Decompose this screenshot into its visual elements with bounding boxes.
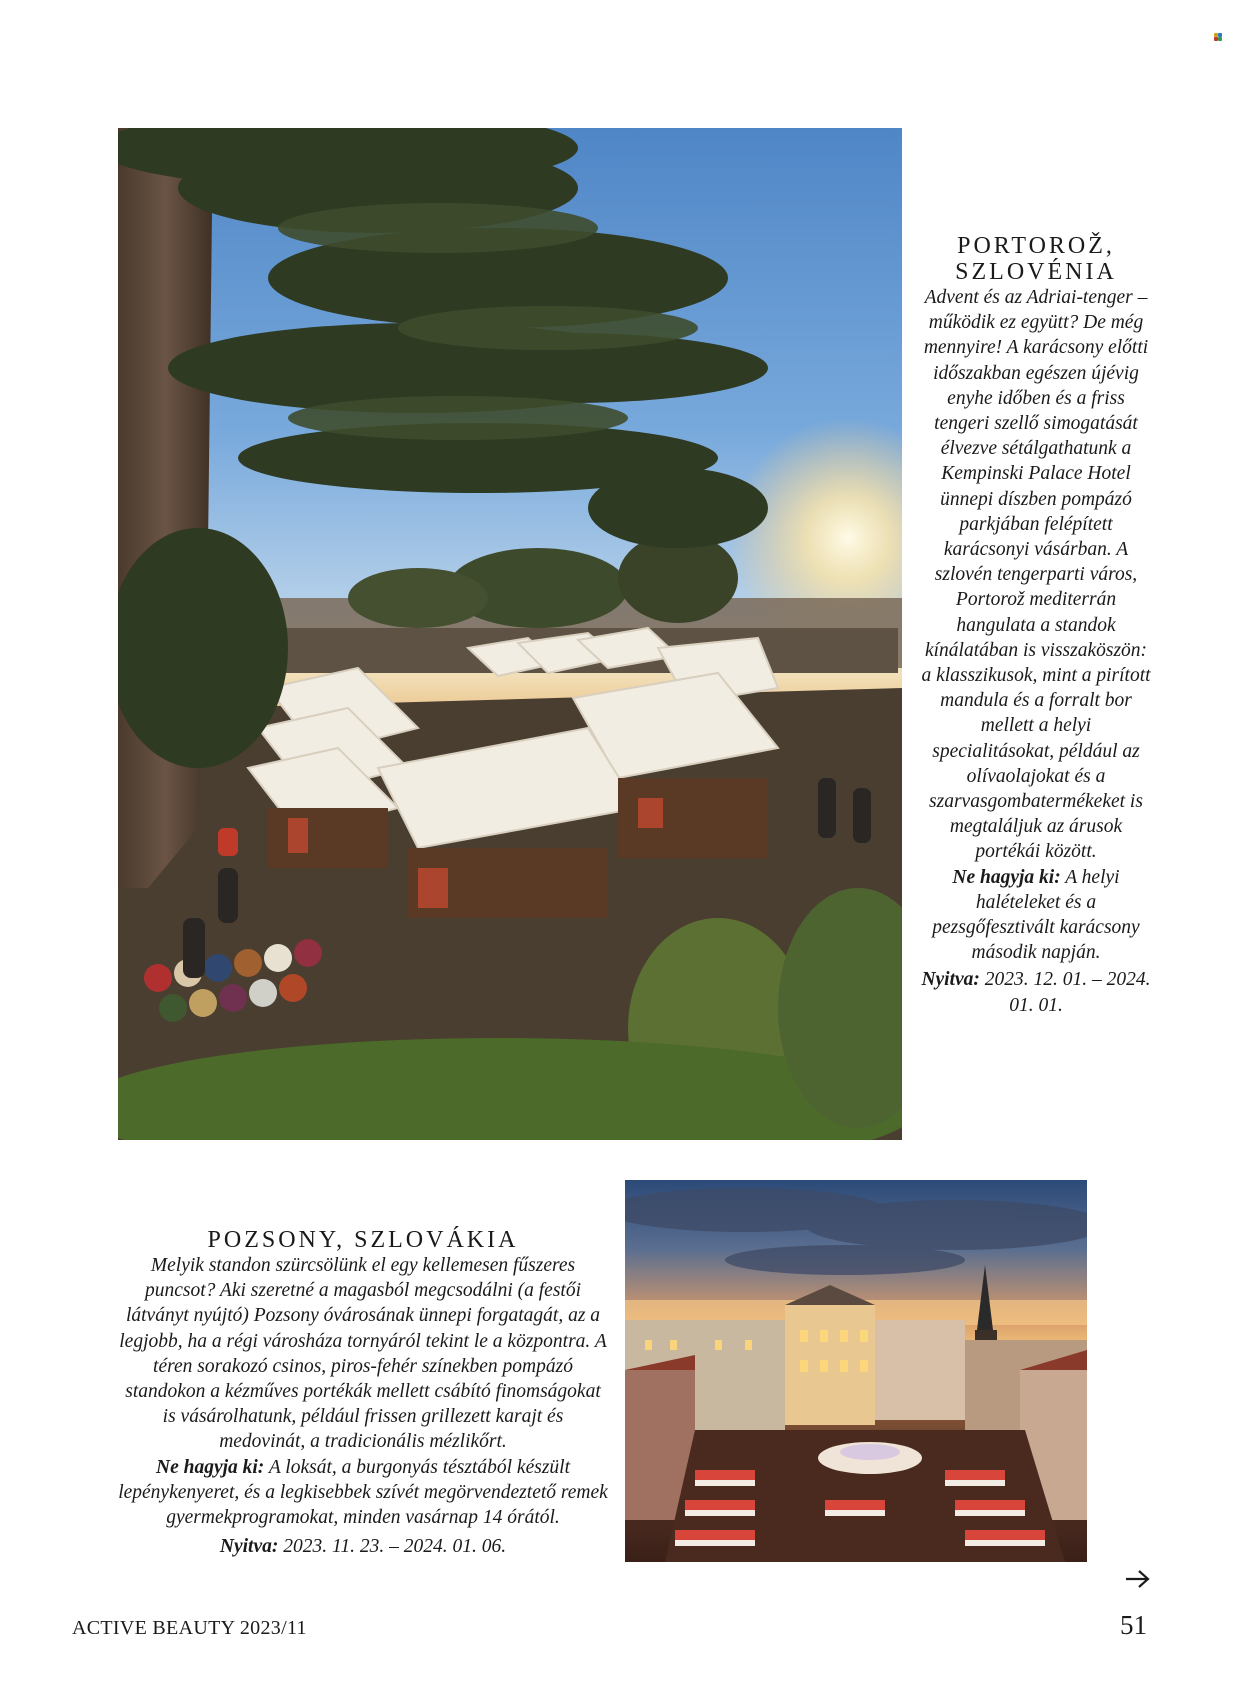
pozsony-tip-text: A loksát, a burgonyás tésztából készült lepénykenyeret, és a legkisebbek szívét megörvendeztető remek gyermekprogramokat, minden vasárnap 14 órától. [118,1456,608,1529]
portoroz-tip [920,865,1152,966]
portoroz-title [920,233,1152,285]
portoroz-article [920,233,1152,1018]
pozsony-opening [118,1534,608,1559]
magazine-footer: ACTIVE BEAUTY 2023/11 [72,1617,307,1639]
pozsony-title: POZSONY, SZLOVÁKIA [207,1227,519,1253]
portoroz-opening [920,967,1152,1017]
portoroz-open-dates: 2023. 12. 01. – 2024. 01. 01. [984,969,1151,1016]
pozsony-tip-label: Ne hagyja ki: [155,1456,265,1478]
portoroz-open-label: Nyitva: [921,969,980,991]
portoroz-tip-label: Ne hagyja ki: [952,866,1061,888]
page-number: 51 [1120,1610,1147,1640]
portoroz-tip-text: A helyi halételeket és a pezsgőfesztivált karácsony második napján. [932,866,1140,964]
portoroz-title-line2: SZLOVÉNIA [955,259,1117,285]
bratislava-market-photo [625,1180,1087,1562]
portoroz-title-line1: PORTOROŽ, [957,233,1115,259]
pozsony-tip [118,1455,608,1531]
pozsony-body: Melyik standon szürcsölünk el egy kellemesen fűszeres puncsot? Aki szeretné a magasból megcsodálni (a festői látványt nyújtó) Pozsony óvárosának ünnepi forgatagát, az a legjobb, ha a régi városháza tornyáról tekint le a központra. A téren sorakozó csinos, piros-fehér színekben pompázó standokon a kézműves portékák mellett csábító finomságokat is vásárolhatunk, például frissen grillezett karajt és medovinát, a tradicionális mézlikőrt. [119,1255,607,1453]
pozsony-article [118,1227,608,1559]
arrow-right-icon[interactable] [1124,1568,1152,1590]
portoroz-market-photo [118,128,902,1140]
pozsony-open-dates: 2023. 11. 23. – 2024. 01. 06. [283,1536,507,1558]
pozsony-open-label: Nyitva: [219,1536,279,1558]
corner-mark-icon [1214,33,1223,40]
portoroz-body: Advent és az Adriai-tenger – működik ez együtt? De még mennyire! A karácsony előtti időszakban egészen újévig enyhe időben és a friss tengeri szellő simogatását élvezve sétálgathatunk a Kempinski Palace Hotel ünnepi díszben pompázó parkjában felépített karácsonyi vásárban. A szlovén tengerparti város, Portorož mediterrán hangulata a standok kínálatában is visszaköszön: a klasszikusok, mint a pirított mandula és a forralt bor mellett a helyi specialitásokat, például az olívaolajokat és a szarvasgombatermékeket is megtaláljuk az árusok portékái között. [921,287,1151,863]
